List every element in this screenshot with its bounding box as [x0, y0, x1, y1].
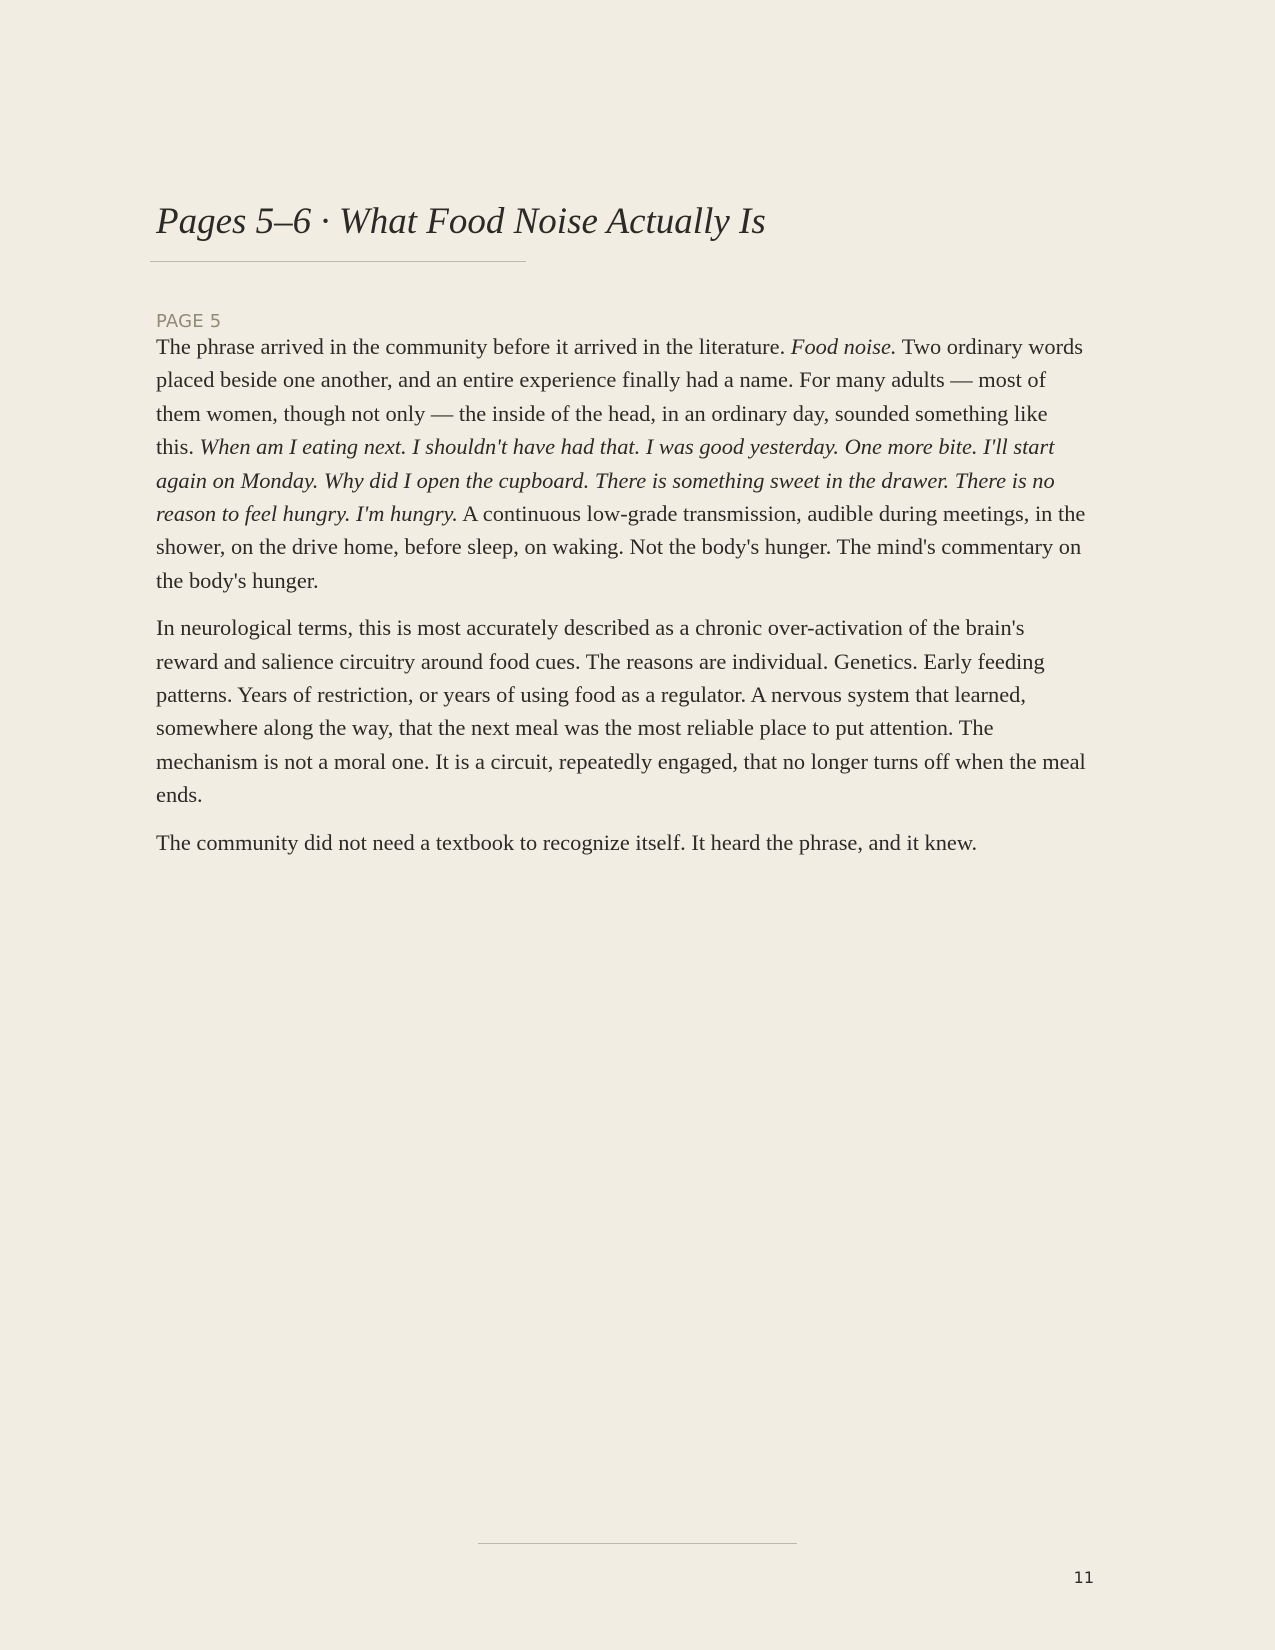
paragraph-1	[156, 330, 1088, 597]
chapter-title: Pages 5–6 · What Food Noise Actually Is	[156, 201, 766, 242]
paragraph-1-inner-monologue: When am I eating next. I shouldn't have had that. I was good yesterday. One more bite. I'll start again on Monday. Why did I open the cupboard. There is something sweet in the drawer. There is no reason to feel hungry. I'm hungry.	[156, 434, 1055, 527]
paragraph-2: In neurological terms, this is most accurately described as a chronic over-activation of the brain's reward and salience circuitry around food cues. The reasons are individual. Genetics. Early feeding patterns. Years of restriction, or years of using food as a regulator. A nervous system that learned, somewhere along the way, that the next meal was the most reliable place to put attention. The mechanism is not a moral one. It is a circuit, repeatedly engaged, that no longer turns off when the meal ends.	[156, 615, 1086, 808]
paragraph-1-text-b: Two ordinary words placed beside one another, and an entire experience finally had a name. For many adults — most of them women, though not only — the inside of the head, in an ordinary day, sounded something like this.	[156, 334, 1083, 460]
title-divider	[150, 261, 526, 262]
paragraph-1-text-a: The phrase arrived in the community before it arrived in the literature.	[156, 334, 791, 359]
paragraph-1-emphasis-term: Food noise.	[790, 334, 897, 359]
page-label: PAGE 5	[156, 311, 222, 332]
paragraph-1-text-c: A continuous low-grade transmission, audible during meetings, in the shower, on the drive home, before sleep, on waking. Not the body's hunger. The mind's commentary on the body's hunger.	[156, 501, 1086, 593]
body-text	[156, 330, 1088, 873]
paragraph-3: The community did not need a textbook to recognize itself. It heard the phrase, and it knew.	[156, 829, 978, 855]
footer-divider	[478, 1543, 797, 1544]
page-number: 11	[1073, 1568, 1094, 1587]
